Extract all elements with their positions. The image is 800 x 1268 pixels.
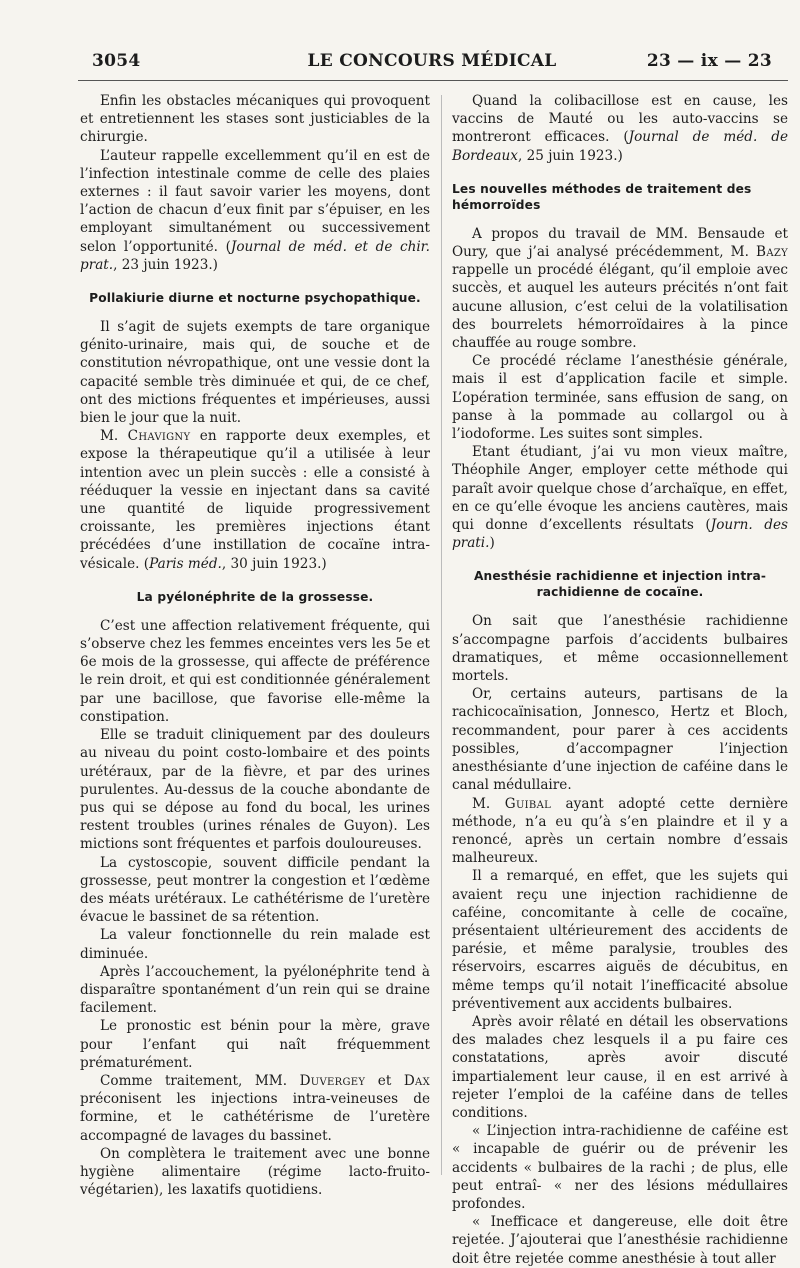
journal-title: LE CONCOURS MÉDICAL <box>307 51 557 71</box>
paragraph: On complètera le traitement avec une bonne hygiène alimentaire (régime lacto-fruito-végétarien), les laxatifs quotidiens. <box>80 1145 430 1199</box>
header-rule <box>78 80 788 81</box>
author-name: Duvergey <box>299 1072 366 1089</box>
paragraph: On sait que l’anesthésie rachidienne s’accompagne parfois d’accidents bulbaires dramatiques, et même occasionnellement mortels. <box>452 613 788 685</box>
section-heading-pollakiurie: Pollakiurie diurne et nocturne psychopathique. <box>89 291 421 306</box>
paragraph: A propos du travail de MM. Bensaude et Oury, que j’ai analysé précédemment, M. Bazy rappelle un procédé élégant, qu’il emploie avec succès, et auquel les auteurs précités n’ont fait aucune allusion, c’est celui de la volatilisation des bourrelets hémorroïdaires à la pince chauffée au rouge sombre. <box>452 225 788 352</box>
paragraph: Comme traitement, MM. Duvergey et Dax préconisent les injections intra-veineuses de formine, et le cathétérisme de l’uretère accompagné de lavages du bassinet. <box>80 1072 430 1144</box>
page-number: 3054 <box>92 51 141 71</box>
paragraph: Quand la colibacillose est en cause, les vaccins de Mauté ou les auto-vaccins se montreront efficaces. (Journal de méd. de Bordeaux, 25 juin 1923.) <box>452 93 788 164</box>
right-column <box>452 92 788 1268</box>
section-heading-hemorroides: Les nouvelles méthodes de traitement des hémorroïdes <box>452 181 752 212</box>
paragraph: Enfin les obstacles mécaniques qui provoquent et entretiennent les stases sont justiciables de la chirurgie. <box>80 93 430 146</box>
paragraph: « Inefficace et dangereuse, elle doit être rejetée. J’ajouterai que l’anesthésie rachidienne doit être rejetée comme anesthésie à tout aller <box>452 1214 788 1267</box>
paragraph: Ce procédé réclame l’anesthésie générale, mais il est d’application facile et simple. L’opération terminée, sans effusion de sang, on panse à la pommade au collargol ou à l’iodoforme. Les suites sont simples. <box>452 353 788 443</box>
issue-date: 23 — ix — 23 <box>646 51 772 71</box>
citation-source: Journ. des prati. <box>452 517 788 552</box>
citation-source: Journal de méd. et de chir. prat. <box>80 238 430 273</box>
paragraph: L’auteur rappelle excellemment qu’il en est de l’infection intestinale comme de celle des plaies externes : il faut savoir varier les moyens, dont l’action de chacun d’eux finit par s’épuiser, en les employant simultanément ou successivement selon l’opportunité. (Journal de méd. et de chir. prat., 23 juin 1923.) <box>80 147 430 273</box>
citation-source: Paris méd. <box>149 555 222 572</box>
author-name: Guibal <box>504 795 552 812</box>
author-name: Dax <box>403 1072 430 1089</box>
running-head <box>92 50 772 72</box>
section-heading-anesthesie: Anesthésie rachidienne et injection intra-rachidienne de cocaïne. <box>473 569 767 600</box>
paragraph: Après avoir rêlaté en détail les observations des malades chez lesquels il a pu faire ces constatations, après avoir discuté impartialement leur cause, il en est arrivé à rejeter l’emploi de la caféine dans de telles conditions. <box>452 1013 788 1121</box>
paragraph: « L’injection intra-rachidienne de caféine est « incapable de guérir ou de prévenir les accidents « bulbaires de la rachi ; de plus, elle peut entraî- « ner des lésions médullaires profondes. <box>452 1123 788 1212</box>
paragraph: M. Chavigny en rapporte deux exemples, et expose la thérapeutique qu’il a utilisée à leur intention avec un plein succès : elle a consisté à rééduquer la vessie en injectant dans sa cavité une quantité de liquide progressivement croissante, les premières injections étant précédées d’une instillation de cocaïne intra-vésicale. (Paris méd., 30 juin 1923.) <box>80 428 430 572</box>
paragraph: Etant étudiant, j’ai vu mon vieux maître, Théophile Anger, employer cette méthode qui paraît avoir quelque chose d’archaïque, en effet, en ce qu’elle évoque les anciens cautères, mais qui donne d’excellents résultats (Journ. des prati.) <box>452 444 788 552</box>
column-separator <box>441 95 442 1175</box>
citation-source: Journal de méd. de Bordeaux <box>452 129 788 164</box>
left-column <box>80 92 430 1199</box>
paragraph: Il s’agit de sujets exempts de tare organique génito-urinaire, mais qui, de souche et de constitution névropathique, ont une vessie dont la capacité semble très diminuée et qui, de ce chef, ont des mictions fréquentes et impérieuses, aussi bien le jour que la nuit. <box>80 319 430 427</box>
paragraph: C’est une affection relativement fréquente, qui s’observe chez les femmes enceintes vers les 5e et 6e mois de la grossesse, qui affecte de préférence le rein droit, et qui est conditionnée généralement par une bacillose, que favorise elle-même la constipation. <box>80 617 430 725</box>
paragraph: La cystoscopie, souvent difficile pendant la grossesse, peut montrer la congestion et l’œdème des méats urétéraux. Le cathétérisme de l’uretère évacue le bassinet de sa rétention. <box>80 854 430 926</box>
paragraph: M. Guibal ayant adopté cette dernière méthode, n’a eu qu’à s’en plaindre et il y a renoncé, après un certain nombre d’essais malheureux. <box>452 795 789 867</box>
author-name: Bazy <box>756 244 788 261</box>
section-heading-pyelonephrite: La pyélonéphrite de la grossesse. <box>136 589 374 604</box>
paragraph: La valeur fonctionnelle du rein malade est diminuée. <box>80 927 430 962</box>
paragraph: Le pronostic est bénin pour la mère, grave pour l’enfant qui naît fréquemment prématurément. <box>80 1018 430 1071</box>
paragraph: Après l’accouchement, la pyélonéphrite tend à disparaître spontanément d’un rein qui se draine facilement. <box>80 963 430 1017</box>
paragraph: Or, certains auteurs, partisans de la rachicocaïnisation, Jonnesco, Hertz et Bloch, recommandent, pour parer à ces accidents possibles, d’accompagner l’injection anesthésiante d’une injection de caféine dans le canal médullaire. <box>452 686 788 794</box>
author-name: Chavigny <box>127 428 191 445</box>
paragraph: Elle se traduit cliniquement par des douleurs au niveau du point costo-lombaire et des points urétéraux, par de la fièvre, et par des urines purulentes. Au-dessus de la couche abondante de pus qui se dépose au fond du bocal, les urines restent troubles (urines rénales de Guyon). Les mictions sont fréquentes et parfois douloureuses. <box>80 727 430 853</box>
paragraph: Il a remarqué, en effet, que les sujets qui avaient reçu une injection rachidienne de caféine, concomitante à celle de cocaïne, présentaient ultérieurement des accidents de parésie, et même paralysie, troubles des réservoirs, escarres aiguës de décubitus, en même temps qu’il notait l’inefficacité absolue préventivement aux accidents bulbaires. <box>452 868 788 1012</box>
